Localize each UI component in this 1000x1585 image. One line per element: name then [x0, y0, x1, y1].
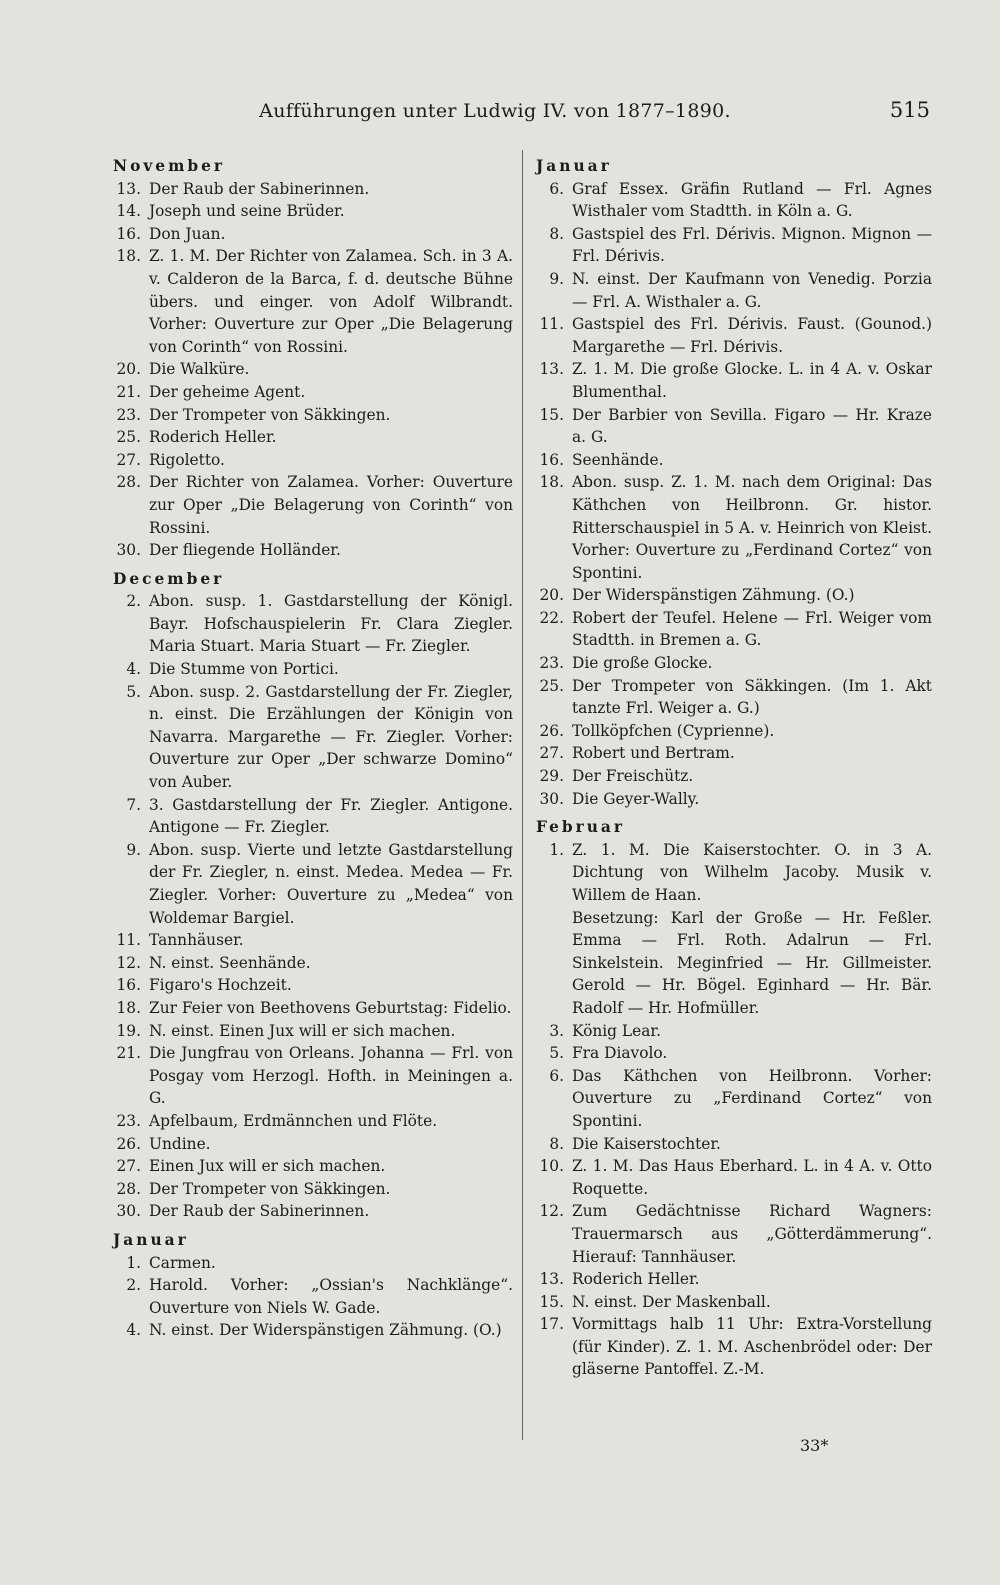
performance-entry	[536, 1042, 932, 1065]
entry-text: Zur Feier von Beethovens Geburtstag: Fidelio.	[149, 998, 512, 1017]
performance-entry	[113, 381, 513, 404]
entry-text: König Lear.	[572, 1021, 661, 1040]
entry-day: 7.	[126, 795, 141, 814]
performance-entry	[113, 471, 513, 539]
entry-day: 15.	[539, 405, 564, 424]
entry-text: Tannhäuser.	[149, 931, 244, 950]
month-section	[113, 155, 513, 562]
entry-text: Besetzung: Karl der Große — Hr. Feßler. Emma — Frl. Roth. Adalrun — Frl. Sinkelstein. Meginfried — Hr. Gillmeister. Gerold — Hr. Bögel. Eginhard — Hr. Bär. Radolf — Hr. Hofmüller.	[572, 908, 932, 1017]
performance-entry	[536, 675, 932, 720]
performance-entry	[113, 223, 513, 246]
entry-day: 23.	[116, 405, 141, 424]
performance-entry	[536, 404, 932, 449]
entry-day: 22.	[539, 608, 564, 627]
entry-text: Graf Essex. Gräfin Rutland — Frl. Agnes Wisthaler vom Stadtth. in Köln a. G.	[572, 179, 932, 221]
entry-day: 18.	[116, 998, 141, 1017]
entry-day	[536, 907, 572, 1020]
entry-day: 18.	[116, 247, 141, 266]
entry-text: Der fliegende Holländer.	[149, 541, 341, 560]
entry-day: 30.	[539, 789, 564, 808]
performance-entry	[536, 720, 932, 743]
entry-day: 15.	[539, 1292, 564, 1311]
entry-day: 27.	[539, 744, 564, 763]
left-column	[113, 155, 513, 1348]
entry-text: Die Geyer-Wally.	[572, 789, 700, 808]
entry-day: 21.	[116, 1044, 141, 1063]
entry-text: Abon. susp. Z. 1. M. nach dem Original: Das Käthchen von Heilbronn. Gr. histor. Ritterschauspiel in 5 A. v. Heinrich von Kleist. Vorher: Ouverture zu „Ferdinand Cortez“ von Spontini.	[572, 473, 932, 582]
entry-text: Z. 1. M. Der Richter von Zalamea. Sch. in 3 A. v. Calderon de la Barca, f. d. deutsche Bühne übers. und einger. von Adolf Wilbrandt. Vorher: Ouverture zur Oper „Die Belagerung von Corinth“ von Rossini.	[149, 247, 513, 356]
entry-text: Der Richter von Zalamea. Vorher: Ouverture zur Oper „Die Belagerung von Corinth“ von Rossini.	[149, 473, 513, 537]
performance-entry	[113, 1178, 513, 1201]
entry-text: Der Widerspänstigen Zähmung. (O.)	[572, 586, 855, 605]
entry-text: Der Trompeter von Säkkingen. (Im 1. Akt tanzte Frl. Weiger a. G.)	[572, 676, 932, 718]
performance-entry	[113, 794, 513, 839]
performance-entry	[536, 1020, 932, 1043]
entry-day: 16.	[539, 450, 564, 469]
entry-day: 9.	[126, 840, 141, 859]
performance-entry	[536, 839, 932, 907]
entry-text: N. einst. Seenhände.	[149, 953, 311, 972]
entry-text: Z. 1. M. Die Kaiserstochter. O. in 3 A. Dichtung von Wilhelm Jacoby. Musik v. Willem de Haan.	[572, 840, 932, 904]
entry-text: Figaro's Hochzeit.	[149, 976, 292, 995]
entry-text: Die Walküre.	[149, 360, 250, 379]
entry-text: Rigoletto.	[149, 450, 225, 469]
entry-text: Apfelbaum, Erdmännchen und Flöte.	[149, 1111, 438, 1130]
performance-entry	[536, 1065, 932, 1133]
entry-day: 8.	[549, 1134, 564, 1153]
entry-day: 4.	[126, 1321, 141, 1340]
month-title: Januar	[536, 157, 612, 175]
entry-day: 3.	[549, 1021, 564, 1040]
month-title: Februar	[536, 818, 626, 837]
performance-entry	[536, 449, 932, 472]
entry-day: 17.	[539, 1315, 564, 1334]
entry-day: 4.	[126, 660, 141, 679]
running-header	[120, 100, 930, 126]
entry-day: 2.	[126, 592, 141, 611]
entry-text: Joseph und seine Brüder.	[149, 202, 345, 221]
entry-text: Der Freischütz.	[572, 767, 694, 786]
performance-entry	[113, 1252, 513, 1275]
performance-entry	[113, 1319, 513, 1342]
entry-text: Einen Jux will er sich machen.	[149, 1157, 386, 1176]
entry-text: Z. 1. M. Das Haus Eberhard. L. in 4 A. v. Otto Roquette.	[572, 1157, 932, 1198]
performance-entry	[113, 245, 513, 358]
entry-text: Undine.	[149, 1134, 211, 1153]
entry-text: Roderich Heller.	[149, 428, 277, 447]
entry-text: Harold. Vorher: „Ossian's Nachklänge“. Ouverture von Niels W. Gade.	[149, 1276, 513, 1317]
entry-day: 30.	[116, 1202, 141, 1221]
entry-text: Die Kaiserstochter.	[572, 1134, 721, 1153]
right-column	[536, 155, 932, 1387]
performance-entry	[113, 929, 513, 952]
entry-text: Gastspiel des Frl. Dérivis. Faust. (Gounod.) Margarethe — Frl. Dérivis.	[572, 315, 932, 356]
month-title: Januar	[113, 1230, 189, 1249]
performance-entry	[113, 200, 513, 223]
entry-text: Carmen.	[149, 1253, 216, 1272]
entry-day: 16.	[116, 224, 141, 243]
performance-entry	[536, 1291, 932, 1314]
entry-day: 10.	[539, 1157, 564, 1176]
entry-text: Robert der Teufel. Helene — Frl. Weiger vom Stadtth. in Bremen a. G.	[572, 608, 932, 650]
performance-entry	[113, 839, 513, 929]
performance-entry	[536, 268, 932, 313]
entry-text: Tollköpfchen (Cyprienne).	[572, 721, 775, 740]
month-title: December	[113, 569, 225, 588]
entry-day: 27.	[116, 1157, 141, 1176]
performance-entry	[113, 1133, 513, 1156]
month-title: November	[113, 157, 226, 175]
performance-entry	[113, 1274, 513, 1319]
entry-day: 11.	[116, 931, 141, 950]
performance-entry	[536, 765, 932, 788]
entry-text: Zum Gedächtnisse Richard Wagners: Trauermarsch aus „Götterdämmerung“. Hierauf: Tannhäuser.	[572, 1202, 932, 1266]
entry-day: 28.	[116, 1179, 141, 1198]
entry-text: Der Raub der Sabinerinnen.	[149, 1202, 370, 1221]
entry-day: 23.	[116, 1111, 141, 1130]
entry-text: Don Juan.	[149, 224, 226, 243]
entry-day: 25.	[116, 428, 141, 447]
entry-text: Der Trompeter von Säkkingen.	[149, 405, 391, 424]
entry-text: Der geheime Agent.	[149, 382, 306, 401]
performance-entry	[113, 590, 513, 658]
performance-entry	[113, 952, 513, 975]
entry-day: 8.	[549, 224, 564, 243]
performance-entry	[113, 658, 513, 681]
header-title: Aufführungen unter Ludwig IV. von 1877–1890.	[259, 100, 731, 122]
entry-day: 13.	[539, 360, 564, 379]
entry-text: Gastspiel des Frl. Dérivis. Mignon. Mignon — Frl. Dérivis.	[572, 224, 932, 266]
signature-mark: 33*	[800, 1436, 829, 1455]
performance-entry	[536, 1313, 932, 1381]
performance-entry	[113, 404, 513, 427]
month-section	[536, 155, 932, 810]
entry-text: 3. Gastdarstellung der Fr. Ziegler. Antigone. Antigone — Fr. Ziegler.	[149, 795, 513, 837]
month-section	[113, 568, 513, 1223]
performance-entry	[113, 426, 513, 449]
entry-day: 1.	[549, 840, 564, 859]
entry-day: 6.	[549, 1066, 564, 1085]
entry-text: N. einst. Der Maskenball.	[572, 1292, 771, 1311]
performance-entry	[536, 358, 932, 403]
entry-day: 20.	[116, 360, 141, 379]
entry-day: 9.	[549, 269, 564, 288]
entry-day: 26.	[539, 721, 564, 740]
entry-text: Vormittags halb 11 Uhr: Extra-Vorstellung (für Kinder). Z. 1. M. Aschenbrödel oder: Der gläserne Pantoffel. Z.-M.	[572, 1315, 932, 1379]
performance-entry	[113, 681, 513, 794]
entry-text: Der Raub der Sabinerinnen.	[149, 179, 370, 198]
entry-text: Der Barbier von Sevilla. Figaro — Hr. Kraze a. G.	[572, 405, 932, 447]
entry-text: Der Trompeter von Säkkingen.	[149, 1179, 391, 1198]
entry-day: 27.	[116, 450, 141, 469]
performance-entry	[113, 178, 513, 201]
performance-entry	[113, 1110, 513, 1133]
entry-day: 28.	[116, 473, 141, 492]
entry-text: Seenhände.	[572, 450, 664, 469]
performance-entry	[536, 584, 932, 607]
column-divider	[522, 150, 523, 1440]
performance-entry	[113, 539, 513, 562]
performance-entry	[113, 997, 513, 1020]
entry-day: 12.	[116, 953, 141, 972]
performance-entry	[536, 223, 932, 268]
entry-day: 23.	[539, 654, 564, 673]
entry-day: 13.	[539, 1270, 564, 1289]
entry-day: 16.	[116, 976, 141, 995]
performance-entry	[536, 607, 932, 652]
entry-text: Die Jungfrau von Orleans. Johanna — Frl. von Posgay vom Herzogl. Hofth. in Meiningen a. G.	[149, 1044, 513, 1108]
entry-day: 6.	[549, 179, 564, 198]
performance-entry	[536, 1133, 932, 1156]
performance-entry	[113, 1042, 513, 1110]
entry-day: 14.	[116, 202, 141, 221]
entry-day: 5.	[126, 682, 141, 701]
performance-entry	[113, 358, 513, 381]
entry-day: 25.	[539, 676, 564, 695]
entry-day: 13.	[116, 179, 141, 198]
entry-day: 18.	[539, 473, 564, 492]
entry-text: Abon. susp. 2. Gastdarstellung der Fr. Ziegler, n. einst. Die Erzählungen der Königin von Navarra. Margarethe — Fr. Ziegler. Vorher: Ouverture zur Oper „Der schwarze Domino“ von Auber.	[149, 682, 513, 792]
entry-text: Abon. susp. Vierte und letzte Gastdarstellung der Fr. Ziegler, n. einst. Medea. Medea — Fr. Ziegler. Vorher: Ouverture zu „Medea“ von Woldemar Bargiel.	[149, 840, 513, 927]
entry-day: 12.	[539, 1202, 564, 1221]
performance-entry	[536, 471, 932, 584]
entry-text: Abon. susp. 1. Gastdarstellung der Königl. Bayr. Hofschauspielerin Fr. Clara Ziegler. Maria Stuart. Maria Stuart — Fr. Ziegler.	[149, 592, 513, 656]
performance-entry	[113, 974, 513, 997]
performance-entry	[536, 1268, 932, 1291]
entry-text: Z. 1. M. Die große Glocke. L. in 4 A. v. Oskar Blumenthal.	[572, 360, 932, 401]
page-number: 515	[889, 98, 930, 122]
entry-day: 2.	[126, 1276, 141, 1295]
month-section	[113, 1229, 513, 1342]
entry-text: Roderich Heller.	[572, 1270, 700, 1289]
entry-text: Robert und Bertram.	[572, 744, 735, 763]
entry-day: 19.	[116, 1021, 141, 1040]
entry-text: Das Käthchen von Heilbronn. Vorher: Ouverture zu „Ferdinand Cortez“ von Spontini.	[572, 1066, 932, 1130]
performance-entry	[536, 1200, 932, 1268]
performance-entry	[536, 178, 932, 223]
performance-entry	[113, 449, 513, 472]
entry-text: Die Stumme von Portici.	[149, 660, 339, 679]
performance-entry	[113, 1200, 513, 1223]
entry-day: 30.	[116, 541, 141, 560]
entry-day: 29.	[539, 767, 564, 786]
performance-entry	[536, 1155, 932, 1200]
entry-day: 20.	[539, 586, 564, 605]
entry-day: 5.	[549, 1044, 564, 1063]
entry-text: N. einst. Der Kaufmann von Venedig. Porzia — Frl. A. Wisthaler a. G.	[572, 269, 932, 311]
entry-day: 11.	[539, 315, 564, 334]
month-section	[536, 816, 932, 1381]
entry-day: 21.	[116, 382, 141, 401]
entry-text: Fra Diavolo.	[572, 1044, 668, 1063]
performance-entry	[536, 788, 932, 811]
performance-entry	[536, 907, 932, 1020]
performance-entry	[113, 1155, 513, 1178]
entry-day: 1.	[126, 1253, 141, 1272]
performance-entry	[536, 313, 932, 358]
entry-text: N. einst. Einen Jux will er sich machen.	[149, 1021, 456, 1040]
performance-entry	[536, 742, 932, 765]
entry-text: N. einst. Der Widerspänstigen Zähmung. (O.)	[149, 1321, 502, 1340]
entry-day: 26.	[116, 1134, 141, 1153]
performance-entry	[113, 1020, 513, 1043]
performance-entry	[536, 652, 932, 675]
entry-text: Die große Glocke.	[572, 654, 713, 673]
